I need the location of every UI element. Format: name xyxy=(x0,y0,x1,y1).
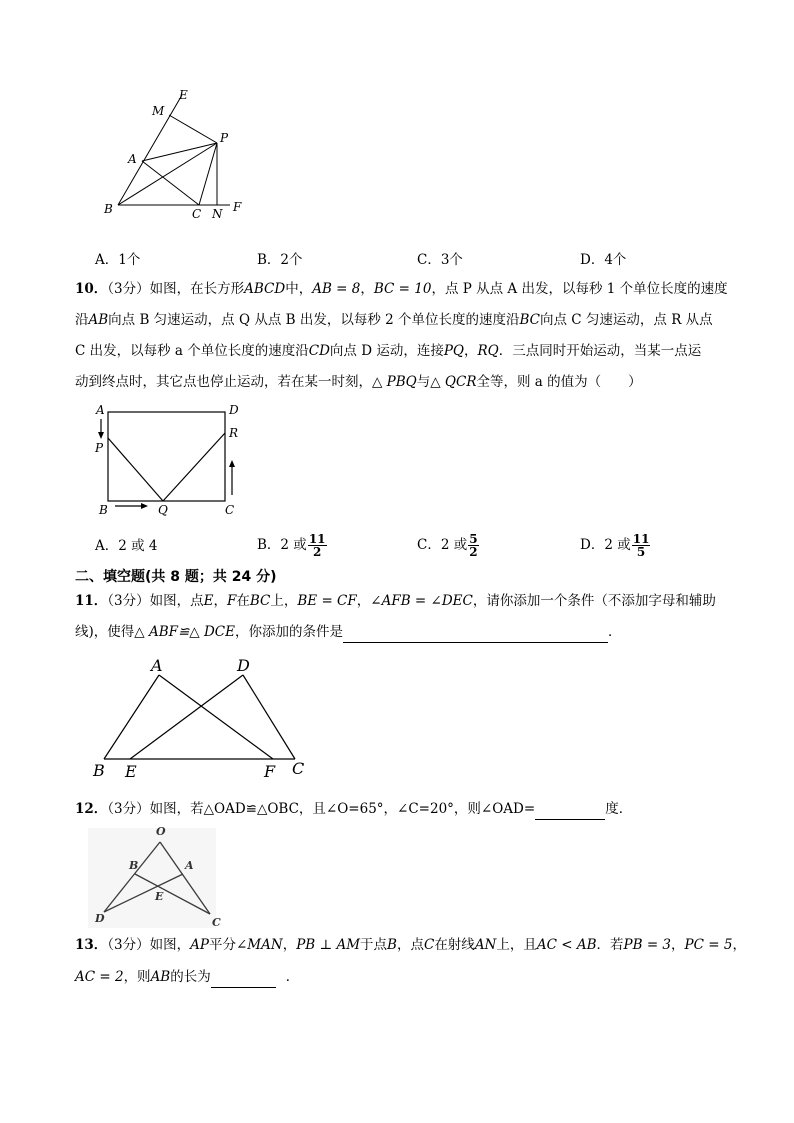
q10-option-a[interactable]: A．2 或 4 xyxy=(95,538,158,554)
label-D: D xyxy=(95,912,105,925)
label-Q: Q xyxy=(158,503,168,517)
figure-q9 xyxy=(95,85,255,225)
label-C: C xyxy=(212,916,221,929)
label-E: E xyxy=(125,762,137,781)
q12-line-1: 12．（3分）如图，若△OAD≌△OBC，且∠O=65°，∠C=20°，则∠OAD= 度． xyxy=(75,798,632,820)
label-E: E xyxy=(155,890,164,903)
q10-line-1: 10．（3分）如图，在长方形ABCD中，AB = 8，BC = 10，点 P 从点 A 出发，以每秒 1 个单位长度的速度 xyxy=(75,281,728,297)
seg-DC xyxy=(243,675,295,759)
label-O: O xyxy=(156,825,166,838)
label-F: F xyxy=(264,762,276,781)
q13-line-2: AC = 2，则AB的长为 ． xyxy=(75,966,299,988)
q10-number: 10． xyxy=(75,281,108,297)
seg-AB xyxy=(104,675,159,759)
figure-q10 xyxy=(88,400,253,520)
q9-option-a[interactable]: A．1个 xyxy=(95,252,141,268)
label-C: C xyxy=(292,759,305,778)
q9-option-d[interactable]: D．4个 xyxy=(580,252,627,268)
q13-answer-blank[interactable] xyxy=(211,973,276,988)
seg-AP xyxy=(142,143,217,161)
figure-q12 xyxy=(88,822,223,930)
q9-option-b[interactable]: B．2个 xyxy=(257,252,303,268)
label-C: C xyxy=(192,207,202,221)
seg-AC xyxy=(142,161,199,205)
q12-number: 12． xyxy=(75,801,108,817)
q11-answer-blank[interactable] xyxy=(343,628,608,643)
label-D: D xyxy=(229,403,239,417)
label-N: N xyxy=(212,207,223,221)
q11-line-2: 线)，使得△ ABF≌△ DCE，你添加的条件是 ． xyxy=(75,621,621,643)
q13-line-1: 13．（3分）如图，AP平分∠MAN，PB ⊥ AM于点B，点C在射线AN上，且AC < AB．若PB = 3，PC = 5， xyxy=(75,937,746,953)
label-P: P xyxy=(95,441,104,455)
label-B: B xyxy=(104,202,113,216)
seg-OC xyxy=(160,842,210,914)
section-2-title: 二、填空题(共 8 题；共 24 分) xyxy=(75,569,277,585)
q10-line-4: 动到终点时，其它点也停止运动，若在某一时刻，△ PBQ与△ QCR全等，则 a 的值为（ ） xyxy=(75,374,642,390)
label-C: C xyxy=(225,503,235,517)
label-D: D xyxy=(237,656,250,675)
label-B: B xyxy=(129,859,139,872)
label-A: A xyxy=(185,859,194,872)
label-P: P xyxy=(220,131,229,145)
label-E: E xyxy=(179,88,188,102)
ray-BE xyxy=(118,95,182,205)
label-B: B xyxy=(93,761,105,780)
label-B: B xyxy=(99,503,108,517)
q11-line-1: 11．（3分）如图，点E，F在BC上，BE = CF，∠AFB = ∠DEC，请你添加一个条件（不添加字母和辅助 xyxy=(75,593,716,609)
q13-number: 13． xyxy=(75,937,108,953)
seg-MP xyxy=(169,115,217,143)
q10-option-b[interactable]: B．2 或 $\frac{11}{2}$ xyxy=(257,532,326,559)
label-R: R xyxy=(229,426,239,440)
seg-AF xyxy=(159,675,273,759)
q10-option-d[interactable]: D．2 或 $\frac{11}{5}$ xyxy=(580,532,650,559)
seg-DE xyxy=(130,675,243,759)
q12-answer-blank[interactable] xyxy=(535,805,605,820)
figure-q11 xyxy=(88,655,313,785)
label-F: F xyxy=(233,200,242,214)
q11-number: 11． xyxy=(75,593,108,609)
seg-RQ xyxy=(163,433,225,501)
q10-option-c[interactable]: C．2 或 $\frac{5}{2}$ xyxy=(417,532,478,559)
seg-BC xyxy=(135,874,210,914)
seg-OD xyxy=(104,842,160,912)
rect-ABCD xyxy=(108,412,225,501)
q9-option-c[interactable]: C．3个 xyxy=(417,252,463,268)
label-A: A xyxy=(151,656,163,675)
label-M: M xyxy=(152,104,165,118)
label-A: A xyxy=(128,152,137,166)
q10-line-3: C 出发，以每秒 a 个单位长度的速度沿CD向点 D 运动，连接PQ，RQ．三点同时开始运动，当某一点运 xyxy=(75,343,702,359)
seg-PQ xyxy=(108,438,163,501)
q10-line-2: 沿AB向点 B 匀速运动，点 Q 从点 B 出发，以每秒 2 个单位长度的速度沿BC向点 C 匀速运动，点 R 从点 xyxy=(75,312,713,328)
label-A: A xyxy=(96,403,105,417)
